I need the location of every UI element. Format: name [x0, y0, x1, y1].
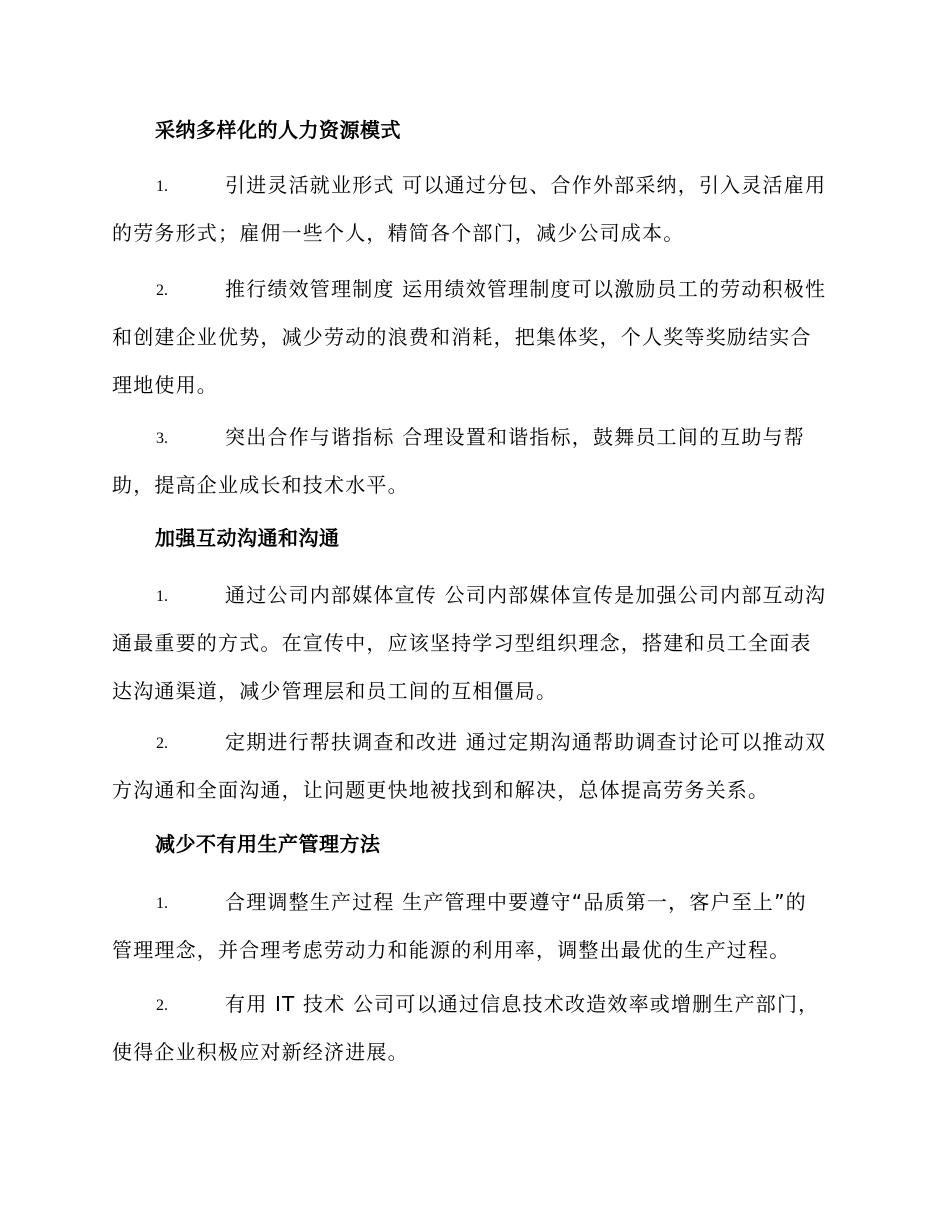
list-item: [112, 424, 844, 520]
list-item-text: 和创建企业优势，减少劳动的浪费和消耗，把集体奖，个人奖等奖励结实合: [112, 325, 812, 349]
list-item-text: 推行绩效管理制度 运用绩效管理制度可以激励员工的劳动积极性: [225, 277, 827, 301]
list-item-number: 2.: [156, 997, 168, 1014]
list-item-text: 突出合作与谐指标 合理设置和谐指标，鼓舞员工间的互助与帮: [225, 425, 805, 449]
list-item-text: 定期进行帮扶调查和改进 通过定期沟通帮助调查讨论可以推动双: [225, 730, 827, 754]
list-item-line: [112, 276, 844, 324]
list-item-number: 2.: [156, 735, 168, 752]
list-item: [112, 172, 844, 268]
list-item-text: 管理理念，并合理考虑劳动力和能源的利用率，调整出最优的生产过程。: [112, 938, 791, 962]
list-item-text: 助，提高企业成长和技术水平。: [112, 473, 409, 497]
list-item-line: [112, 582, 844, 630]
list-item-line: [112, 889, 844, 937]
list-item-text: 理地使用。: [112, 373, 218, 397]
list-item-text: 方沟通和全面沟通，让问题更快地被找到和解决，总体提高劳务关系。: [112, 778, 770, 802]
list-item-text: 使得企业积极应对新经济进展。: [112, 1040, 409, 1064]
list-item-text: 的劳务形式；雇佣一些个人，精简各个部门，减少公司成本。: [112, 221, 685, 245]
list-item: [112, 889, 844, 985]
list-item-number: 2.: [156, 282, 168, 299]
list-item-text: 有用 IT 技术 公司可以通过信息技术改造效率或增删生产部门，: [225, 992, 820, 1016]
list-item-text: 达沟通渠道，减少管理层和员工间的互相僵局。: [112, 679, 558, 703]
list-item-text: 合理调整生产过程 生产管理中要遵守“品质第一，客户至上”的: [225, 890, 807, 914]
list-item-number: 1.: [156, 895, 168, 912]
list-item: [112, 991, 844, 1087]
list-item-text: 引进灵活就业形式 可以通过分包、合作外部采纳，引入灵活雇用: [225, 173, 827, 197]
list-item-number: 1.: [156, 178, 168, 195]
list-item-text: 通过公司内部媒体宣传 公司内部媒体宣传是加强公司内部互动沟: [225, 583, 827, 607]
list-item-line: [112, 729, 844, 777]
list-item-text: 通最重要的方式。在宣传中，应该坚持学习型组织理念，搭建和员工全面表: [112, 631, 812, 655]
list-item-line: [112, 424, 844, 472]
list-item-line: [112, 172, 844, 220]
section-heading: 减少不有用生产管理方法: [155, 832, 381, 856]
list-item: [112, 582, 844, 726]
list-item-number: 3.: [156, 430, 168, 447]
list-item-number: 1.: [156, 588, 168, 605]
list-item-line: [112, 991, 844, 1039]
section-heading: 加强互动沟通和沟通: [155, 526, 340, 550]
list-item: [112, 729, 844, 825]
list-item: [112, 276, 844, 420]
section-heading: 采纳多样化的人力资源模式: [155, 118, 401, 142]
